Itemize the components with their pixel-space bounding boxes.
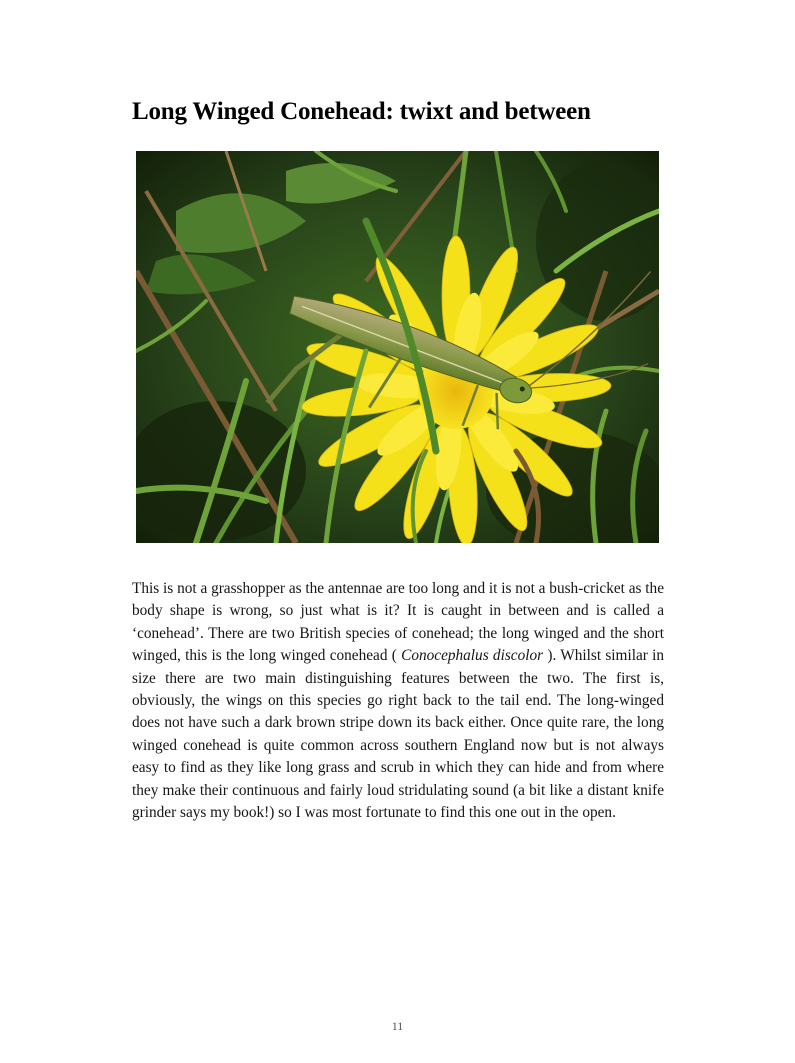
page-title: Long Winged Conehead: twixt and between	[132, 98, 591, 125]
page-number: 11	[391, 1019, 404, 1033]
species-name: Conocephalus discolor	[401, 647, 544, 665]
paragraph-text-1: This is not a grasshopper as the antennae are too long and it is not a bush-cricket as the body shape is wrong, so just what is it? It is caught in between and is called a ‘conehead’. There are two British species of conehead; the long winged and the short winged, this is the long winged conehead (	[132, 580, 664, 665]
paragraph-text-2: ). Whilst similar in size there are two main distinguishing features between the two. The first is, obviously, the wings on this species go right back to the tail end. The long-winged does not have such a dark brown stripe down its back either. Once quite rare, the long winged conehead is quite common across southern England now but is not always easy to find as they like long grass and scrub in which they can hide and from where they make their continuous and fairly loud stridulating sound (a bit like a distant knife grinder says my book!) so I was most fortunate to find this one out in the open.	[132, 647, 664, 822]
conehead-photo	[136, 151, 659, 543]
article-paragraph	[132, 578, 664, 824]
conehead-on-dandelion-photo-icon	[136, 151, 659, 543]
